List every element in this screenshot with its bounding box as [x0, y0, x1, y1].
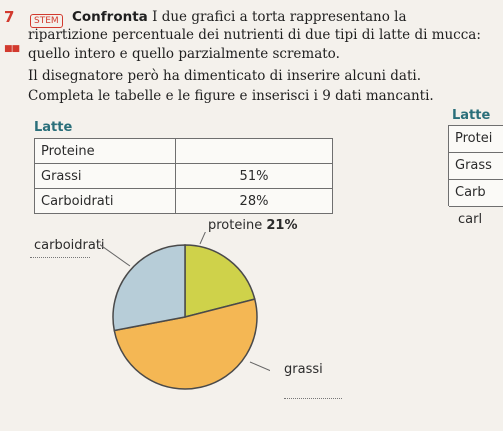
- row-value-blank[interactable]: [176, 139, 333, 164]
- row-value: 51%: [176, 164, 333, 189]
- nutrient-table-right: [448, 125, 503, 206]
- instruction-line-3: quello intero e quello parzialmente scremato.: [28, 46, 340, 62]
- chart-label-carboidrati: carboidrati: [34, 238, 105, 253]
- pie-slice-carboidrati: [113, 245, 185, 330]
- pie-chart: [100, 232, 270, 402]
- proteine-name: proteine: [208, 218, 263, 233]
- table-row: [35, 139, 333, 164]
- answer-blank[interactable]: [30, 257, 90, 258]
- table-right-title: Latte: [452, 108, 491, 123]
- answer-blank[interactable]: [284, 398, 342, 399]
- row-label: Carb: [449, 180, 503, 207]
- table-row: [35, 164, 333, 189]
- leader-line-grassi: [250, 362, 270, 377]
- chart-label-grassi: grassi: [284, 362, 323, 377]
- row-label: Grassi: [35, 164, 176, 189]
- instruction-text: I due grafici a torta rappresentano la: [147, 9, 407, 25]
- row-label: Grass: [449, 153, 503, 180]
- row-value: 28%: [176, 189, 333, 214]
- nutrient-table-left: [34, 138, 333, 214]
- difficulty-indicator: ■■: [4, 44, 20, 54]
- instruction-line-4: Il disegnatore però ha dimenticato di inserire alcuni dati.: [28, 68, 422, 84]
- right-chart-label: carl: [458, 212, 483, 227]
- leader-line-carboidrati: [100, 232, 130, 266]
- leader-line-proteine: [200, 232, 208, 244]
- exercise-heading: Confronta: [72, 9, 148, 25]
- instruction-line-5: Completa le tabelle e le figure e inserisci i 9 dati mancanti.: [28, 88, 434, 104]
- table-left-title: Latte: [34, 120, 73, 135]
- row-label: Carboidrati: [35, 189, 176, 214]
- instruction-line-2: ripartizione percentuale dei nutrienti di due tipi di latte di mucca:: [28, 27, 481, 43]
- row-label: Protei: [449, 126, 503, 153]
- stem-badge: STEM: [30, 14, 63, 28]
- row-label: Proteine: [35, 139, 176, 164]
- instruction-line-1: [72, 8, 407, 26]
- proteine-value: 21%: [266, 218, 298, 233]
- table-row: [35, 189, 333, 214]
- chart-label-proteine: [208, 218, 297, 233]
- exercise-number: 7: [4, 8, 15, 26]
